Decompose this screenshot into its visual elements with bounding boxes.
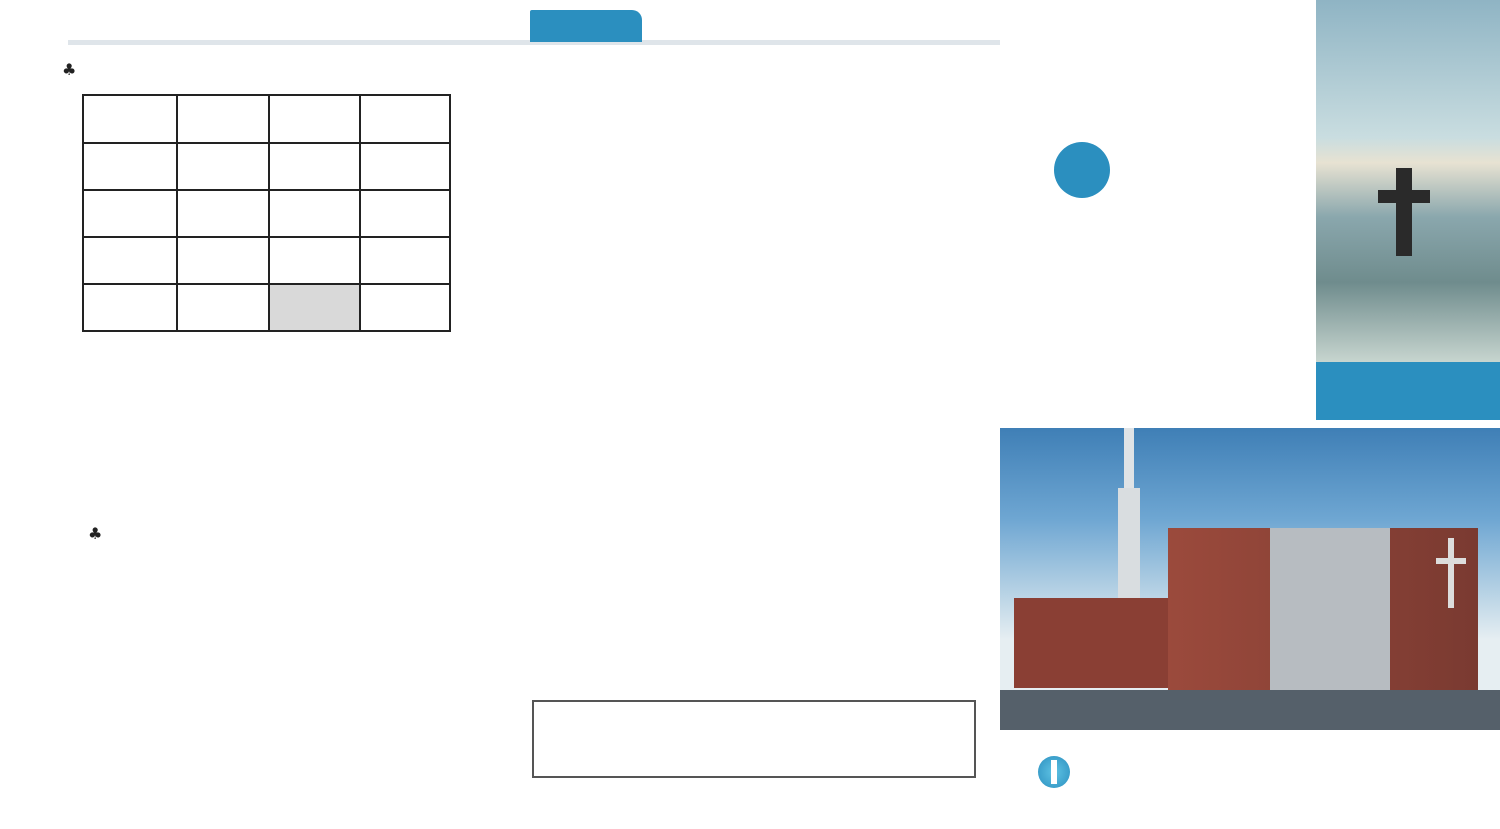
table-cell (269, 237, 361, 284)
visit-panel (0, 0, 500, 829)
table-cell (360, 143, 450, 190)
table-cell (177, 284, 269, 331)
table-header (83, 95, 177, 143)
table-cell (83, 284, 177, 331)
table-cell (360, 190, 450, 237)
cross-icon (1436, 558, 1466, 564)
visit-schedule-table (82, 94, 451, 332)
club-icon: ♣ (62, 60, 77, 79)
table-header (360, 95, 450, 143)
table-cell (83, 190, 177, 237)
table-cell (269, 190, 361, 237)
table-cell (269, 143, 361, 190)
table-cell (360, 237, 450, 284)
club-icon: ♣ (88, 524, 103, 543)
cover-panel (1000, 0, 1500, 829)
table-row (83, 284, 450, 331)
brand-box (1316, 362, 1500, 420)
table-row (83, 190, 450, 237)
cross-icon (1378, 190, 1430, 203)
motto-badge (1054, 142, 1110, 198)
bank-box (532, 700, 976, 778)
table-cell (269, 284, 361, 331)
choir-group (220, 707, 224, 725)
building-facade (1270, 528, 1390, 708)
side-building (1014, 598, 1174, 688)
offering-panel (500, 0, 1000, 829)
table-row (83, 237, 450, 284)
visit-title (62, 60, 84, 79)
table-header-row (83, 95, 450, 143)
table-row (83, 143, 450, 190)
table-cell (360, 284, 450, 331)
church-photo (1000, 428, 1500, 730)
mission-group (220, 671, 224, 689)
table-cell (177, 190, 269, 237)
cross-image (1316, 0, 1500, 362)
table-header (269, 95, 361, 143)
cross-icon (1448, 538, 1454, 608)
organ-group (220, 724, 224, 742)
staff-title (88, 524, 110, 543)
offering-title (530, 10, 642, 42)
table-cell (83, 143, 177, 190)
cross-icon (1396, 168, 1412, 256)
table-cell (83, 237, 177, 284)
logo-cross-icon (1051, 760, 1057, 784)
divider (68, 40, 500, 45)
table-cell (177, 143, 269, 190)
table-header (177, 95, 269, 143)
table-cell (177, 237, 269, 284)
parking-lot (1000, 690, 1500, 730)
